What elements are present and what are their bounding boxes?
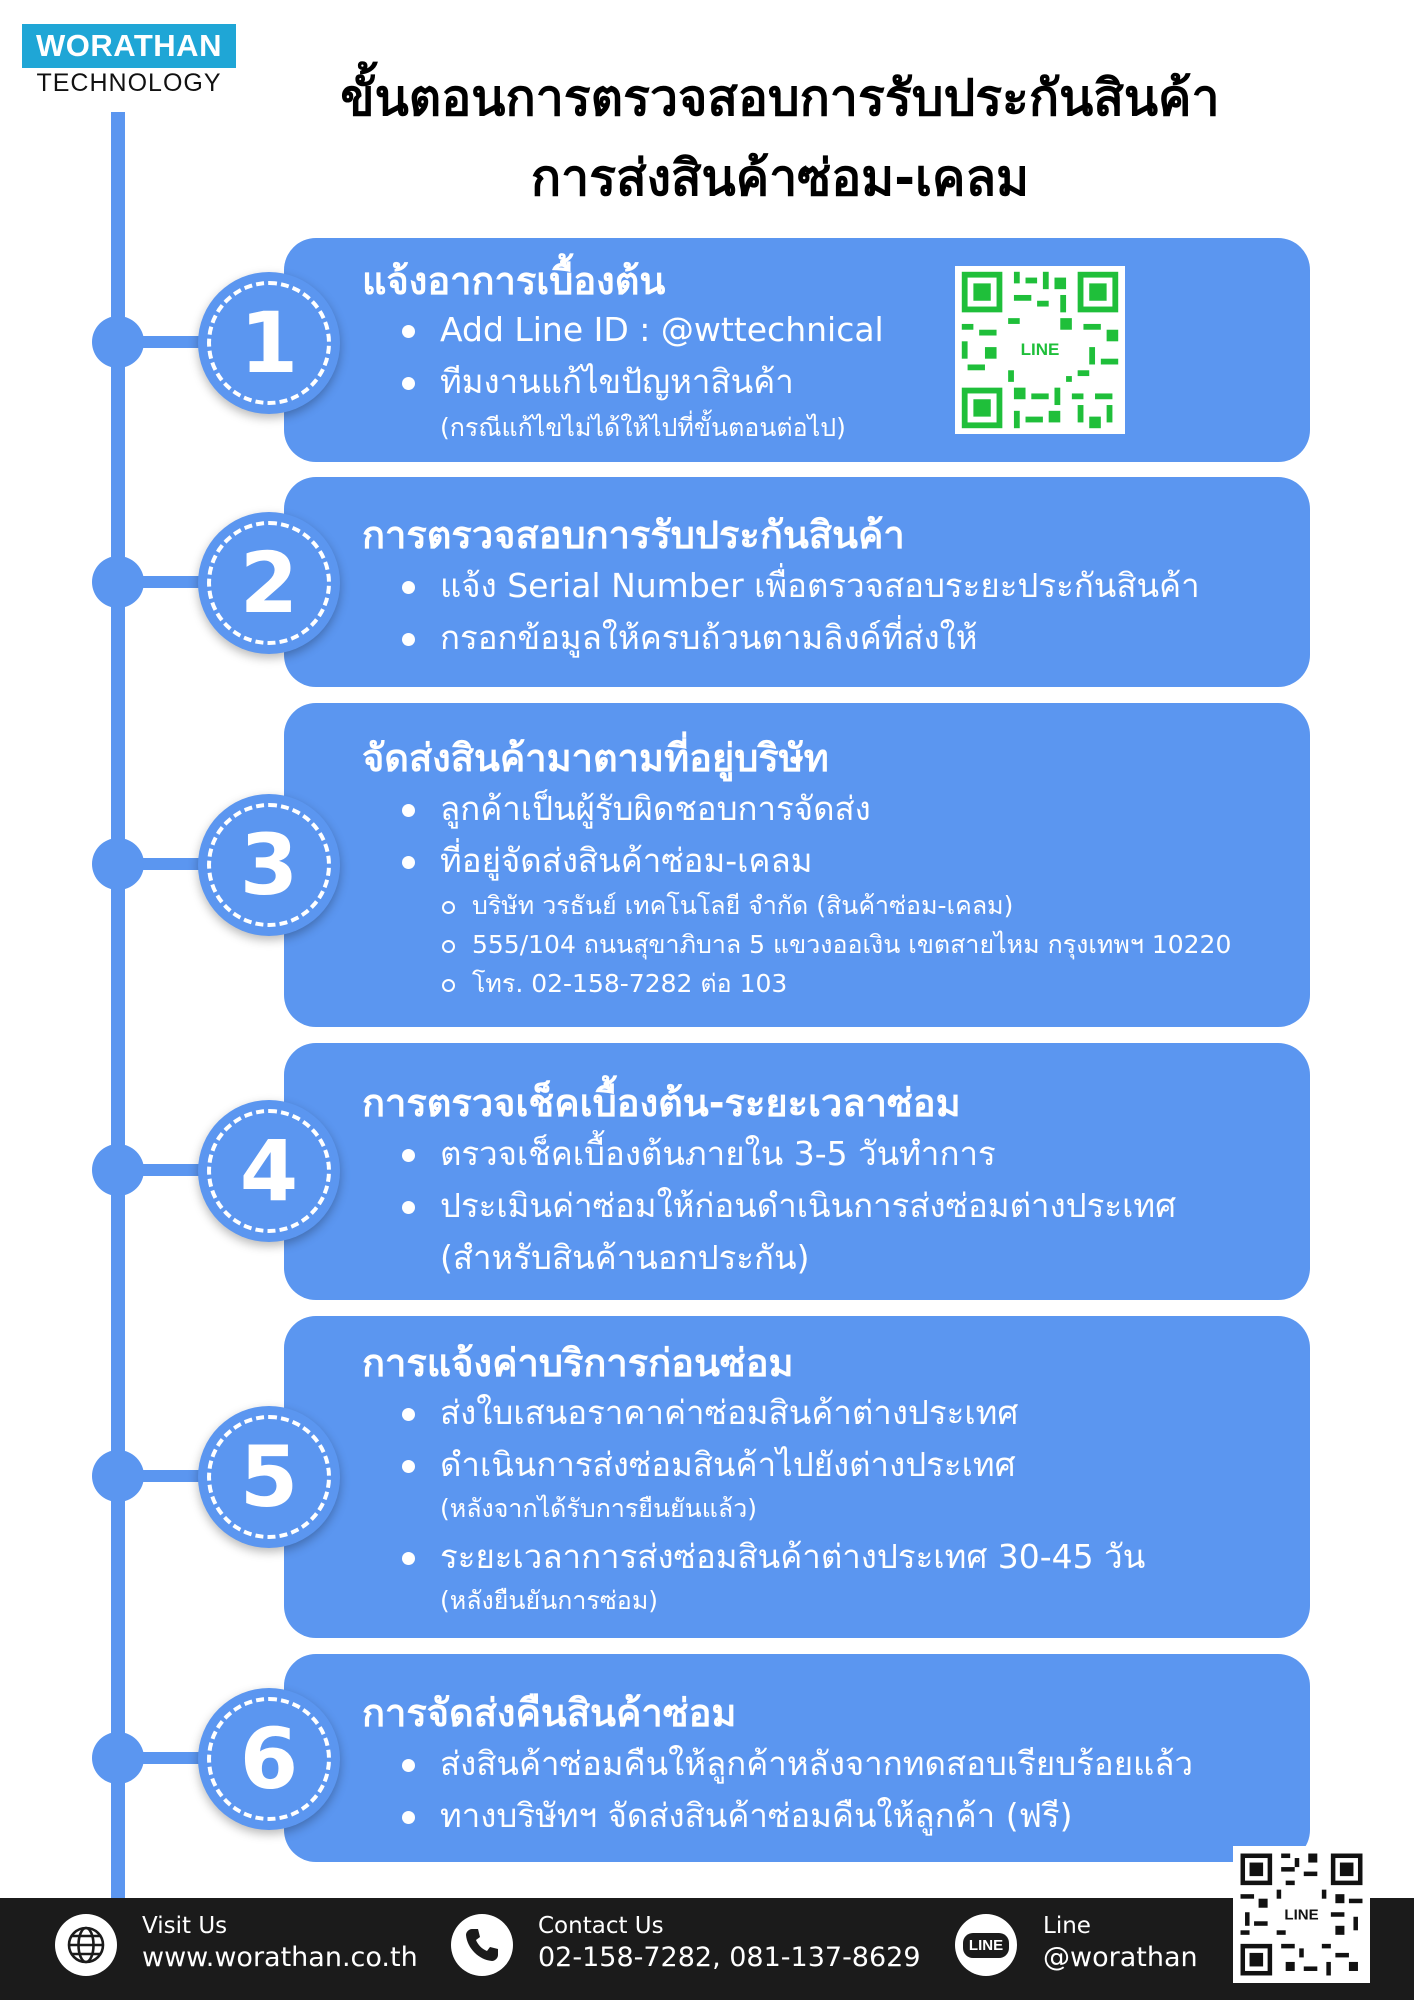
step-1-badge <box>198 272 340 414</box>
step-3-sub-1: บริษัท วรธันย์ เทคโนโลยี จำกัด (สินค้าซ่อม-เคลม) <box>472 889 1013 923</box>
step-5-note-2: (หลังยืนยันการซ่อม) <box>440 1586 659 1615</box>
step-3-sub-2: 555/104 ถนนสุขาภิบาล 5 แขวงออเงิน เขตสายไหม กรุงเทพฯ 10220 <box>472 928 1231 962</box>
brand-logo <box>22 24 236 98</box>
footer-line-id-link[interactable]: @worathan <box>1043 1942 1198 1973</box>
footer-line-label: Line <box>1043 1913 1091 1939</box>
step-3-timeline-node <box>92 838 144 890</box>
page-title-line-2: การส่งสินค้าซ่อม-เคลม <box>530 149 1030 207</box>
step-2-timeline-node <box>92 556 144 608</box>
logo-brand-name: WORATHAN <box>22 24 236 68</box>
step-4-badge <box>198 1100 340 1242</box>
step-3-sub-3: โทร. 02-158-7282 ต่อ 103 <box>472 967 787 1001</box>
step-4-timeline-node <box>92 1144 144 1196</box>
logo-tagline: TECHNOLOGY <box>36 69 222 97</box>
step-2-bullet-2: กรอกข้อมูลให้ครบถ้วนตามลิงค์ที่ส่งให้ <box>440 615 978 661</box>
step-3-badge <box>198 794 340 936</box>
step-3-bullet-1: ลูกค้าเป็นผู้รับผิดชอบการจัดส่ง <box>440 786 871 832</box>
step-6-timeline-node <box>92 1732 144 1784</box>
page-title-line-1: ขั้นตอนการตรวจสอบการรับประกันสินค้า <box>340 69 1220 127</box>
step-5-title: การแจ้งค่าบริการก่อนซ่อม <box>362 1341 794 1385</box>
step-1-number: 1 <box>207 281 331 405</box>
step-3-bullet-2: ที่อยู่จัดส่งสินค้าซ่อม-เคลม <box>440 838 812 884</box>
footer-contact-label: Contact Us <box>538 1913 664 1939</box>
step-6-bullet-2: ทางบริษัทฯ จัดส่งสินค้าซ่อมคืนให้ลูกค้า (ฟรี) <box>440 1793 1073 1839</box>
step-1-bullet-1: Add Line ID : @wttechnical <box>440 307 884 353</box>
step-6-badge <box>198 1688 340 1830</box>
timeline-line <box>111 112 125 1900</box>
step-6-title: การจัดส่งคืนสินค้าซ่อม <box>362 1691 737 1735</box>
globe-icon-glyph <box>65 1924 107 1966</box>
step-2-title: การตรวจสอบการรับประกันสินค้า <box>362 513 905 557</box>
step-5-number: 5 <box>207 1415 331 1539</box>
line-app-icon-text: LINE <box>963 1933 1009 1958</box>
step-3-number: 3 <box>207 803 331 927</box>
footer-qr-line-label: LINE <box>1280 1905 1322 1924</box>
phone-icon <box>451 1914 513 1976</box>
step-1-title: แจ้งอาการเบื้องต้น <box>362 259 666 303</box>
step-6-bullet-1: ส่งสินค้าซ่อมคืนให้ลูกค้าหลังจากทดสอบเรียบร้อยแล้ว <box>440 1741 1193 1787</box>
footer-phone-link[interactable]: 02-158-7282, 081-137-8629 <box>538 1942 921 1973</box>
step-5-bullet-2: ดำเนินการส่งซ่อมสินค้าไปยังต่างประเทศ <box>440 1442 1016 1488</box>
step-4-bullet-2: ประเมินค่าซ่อมให้ก่อนดำเนินการส่งซ่อมต่างประเทศ <box>440 1183 1176 1229</box>
step-5-bullet-3: ระยะเวลาการส่งซ่อมสินค้าต่างประเทศ 30-45 วัน <box>440 1534 1145 1580</box>
step-1-note: (กรณีแก้ไขไม่ได้ให้ไปที่ขั้นตอนต่อไป) <box>440 413 846 442</box>
step-3-title: จัดส่งสินค้ามาตามที่อยู่บริษัท <box>362 736 829 780</box>
step-4-bullet-2-continuation: (สำหรับสินค้านอกประกัน) <box>440 1238 810 1277</box>
step-2-number: 2 <box>207 521 331 645</box>
step-5-note-1: (หลังจากได้รับการยืนยันแล้ว) <box>440 1494 757 1523</box>
qr-line-label: LINE <box>1017 339 1064 361</box>
footer-website-link[interactable]: www.worathan.co.th <box>142 1942 418 1973</box>
footer-qr-code <box>1233 1846 1370 1983</box>
footer-visit-label: Visit Us <box>142 1913 228 1939</box>
line-app-icon <box>955 1914 1017 1976</box>
step-6-number: 6 <box>207 1697 331 1821</box>
step-4-bullet-1: ตรวจเช็คเบื้องต้นภายใน 3-5 วันทำการ <box>440 1131 996 1177</box>
step-2-bullet-1: แจ้ง Serial Number เพื่อตรวจสอบระยะประกันสินค้า <box>440 563 1200 609</box>
phone-icon-glyph <box>463 1926 501 1964</box>
step-4-number: 4 <box>207 1109 331 1233</box>
step-4-title: การตรวจเช็คเบื้องต้น-ระยะเวลาซ่อม <box>362 1081 961 1125</box>
globe-icon <box>55 1914 117 1976</box>
step-1-timeline-node <box>92 316 144 368</box>
step-5-timeline-node <box>92 1450 144 1502</box>
step-5-bullet-1: ส่งใบเสนอราคาค่าซ่อมสินค้าต่างประเทศ <box>440 1390 1018 1436</box>
line-qr-code <box>955 266 1125 434</box>
step-1-bullet-2: ทีมงานแก้ไขปัญหาสินค้า <box>440 359 794 405</box>
step-5-badge <box>198 1406 340 1548</box>
step-2-badge <box>198 512 340 654</box>
